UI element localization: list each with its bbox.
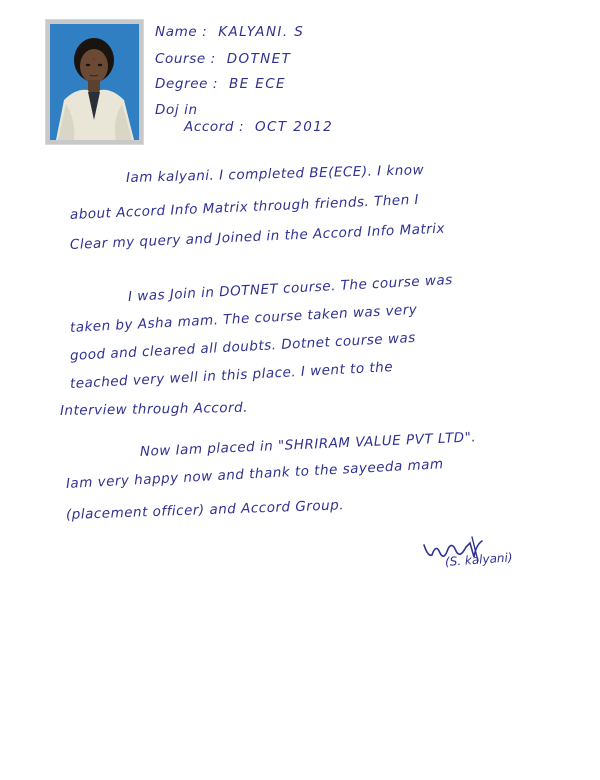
doj-label: Accord : (184, 119, 245, 135)
body-line: about Accord Info Matrix through friends. Then I (69, 191, 420, 223)
body-line: good and cleared all doubts. Dotnet course was (69, 329, 417, 364)
name-field (155, 24, 304, 40)
body-line: Interview through Accord. (59, 399, 249, 419)
body-line: taken by Asha mam. The course taken was very (69, 301, 418, 336)
name-label: Name : (155, 24, 208, 40)
degree-value: BE ECE (228, 76, 286, 92)
body-line: Iam kalyani. I completed BE(ECE). I know (125, 162, 425, 186)
body-line: (placement officer) and Accord Group. (65, 497, 345, 523)
doj-field (184, 119, 333, 135)
course-value: DOTNET (226, 51, 292, 67)
name-value: KALYANI. S (218, 24, 305, 40)
course-field (155, 51, 291, 67)
body-line: Clear my query and Joined in the Accord Info Matrix (69, 220, 446, 253)
body-line: teached very well in this place. I went to the (69, 359, 394, 392)
body-line: Now Iam placed in "SHRIRAM VALUE PVT LTD". (139, 429, 477, 460)
doj-value: OCT 2012 (255, 119, 334, 135)
degree-field (155, 76, 286, 92)
degree-label: Degree : (155, 76, 219, 92)
course-label: Course : (155, 51, 216, 67)
doj-label-line1: Doj in (155, 102, 198, 118)
student-photo (46, 20, 143, 144)
body-line: I was Join in DOTNET course. The course was (127, 271, 454, 305)
portrait-image (46, 20, 143, 144)
signature-name: (S. kalyani) (444, 550, 513, 569)
body-line: Iam very happy now and thank to the sayeeda mam (65, 456, 445, 492)
